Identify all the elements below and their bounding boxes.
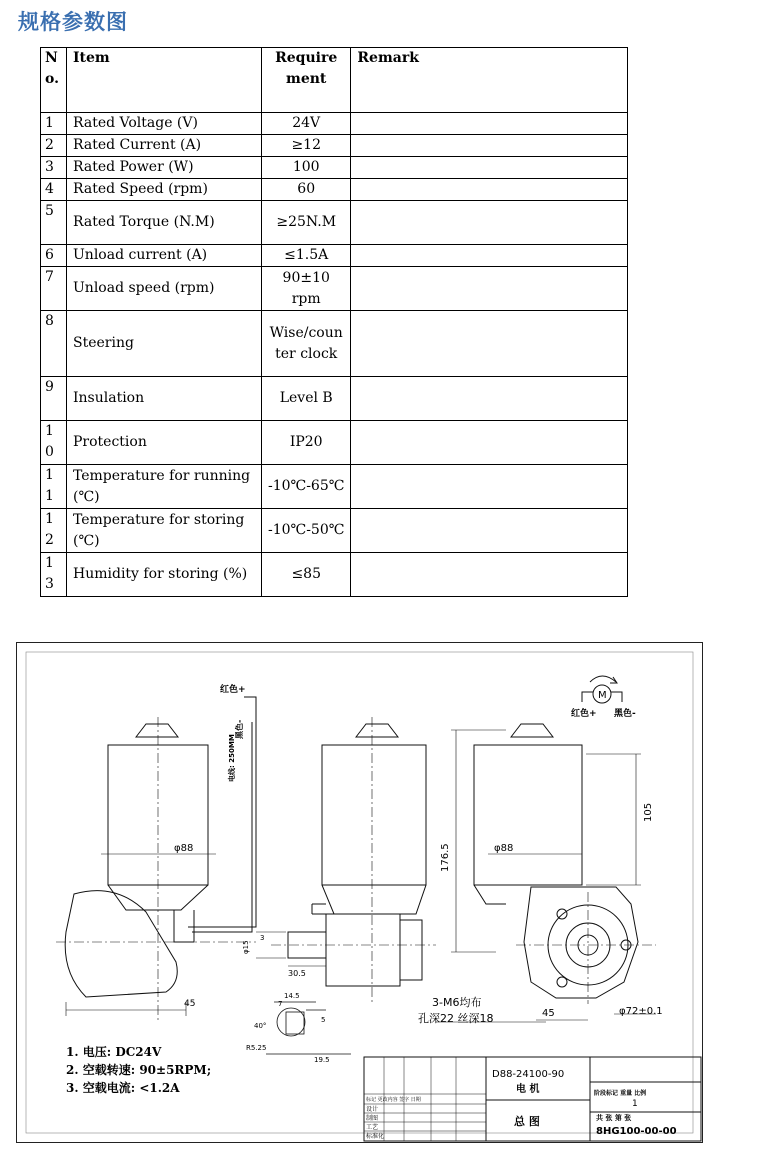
dim-30-5: 30.5 <box>288 969 306 978</box>
table-header-row <box>41 48 628 113</box>
cell-item: Insulation <box>67 377 262 421</box>
cell-remark <box>351 113 628 135</box>
dim-105: 105 <box>643 802 654 822</box>
cell-remark <box>351 267 628 311</box>
title-scale-header: 阶段标记 重量 比例 <box>594 1090 647 1097</box>
title-name: 电 机 <box>516 1084 540 1095</box>
cell-remark <box>351 311 628 377</box>
cell-req: 24V <box>262 113 351 135</box>
cell-item: Rated Torque (N.M) <box>67 201 262 245</box>
title-assembly: 总 图 <box>514 1115 540 1128</box>
cell-no: 9 <box>41 377 67 421</box>
cell-remark <box>351 553 628 597</box>
header-no: No. <box>41 48 67 113</box>
note-1: 1. 电压: DC24V <box>66 1045 162 1059</box>
header-remark: Remark <box>351 48 628 113</box>
table-row <box>41 421 628 465</box>
tb-row-4: 工艺 <box>366 1124 379 1131</box>
table-row <box>41 135 628 157</box>
table-row <box>41 377 628 421</box>
cell-no: 8 <box>41 311 67 377</box>
cell-no: 6 <box>41 245 67 267</box>
polarity-black-label: 黑色- <box>614 709 636 719</box>
motor-symbol-letter: M <box>598 690 607 701</box>
note-3: 3. 空载电流: <1.2A <box>66 1081 180 1095</box>
cell-no: 4 <box>41 179 67 201</box>
table-row <box>41 157 628 179</box>
detail-14-5: 14.5 <box>284 992 300 1000</box>
dim-45-right: 45 <box>542 1008 555 1019</box>
cell-remark <box>351 377 628 421</box>
dim-3: 3 <box>260 934 265 942</box>
cell-req: ≤85 <box>262 553 351 597</box>
detail-7: 7 <box>278 1000 283 1008</box>
holes-label-1: 3-M6均布 <box>432 996 482 1009</box>
dim-d15: φ15 <box>242 940 250 954</box>
wire-length-label: 电线: 250MM <box>228 734 236 782</box>
cell-no: 11 <box>41 465 67 509</box>
cell-remark <box>351 157 628 179</box>
cell-no: 5 <box>41 201 67 245</box>
cell-remark <box>351 465 628 509</box>
dim-d72: φ72±0.1 <box>619 1006 663 1017</box>
table-row <box>41 267 628 311</box>
detail-5: 5 <box>321 1016 326 1024</box>
cell-no: 1 <box>41 113 67 135</box>
cell-remark <box>351 201 628 245</box>
table-row <box>41 465 628 509</box>
polarity-red-label: 红色+ <box>571 709 597 719</box>
table-row <box>41 245 628 267</box>
cell-req: Wise/counter clock <box>262 311 351 377</box>
dim-176-5: 176.5 <box>440 843 451 872</box>
note-2: 2. 空载转速: 90±5RPM; <box>66 1063 212 1077</box>
tb-row-1: 标记 更改内容 签字 日期 <box>366 1097 421 1103</box>
page-title: 规格参数图 <box>18 10 128 34</box>
cell-no: 3 <box>41 157 67 179</box>
cell-item: Unload speed (rpm) <box>67 267 262 311</box>
title-sheets: 共 张 第 张 <box>596 1114 632 1122</box>
detail-r5-25: R5.25 <box>246 1044 267 1052</box>
cell-req: -10℃-50℃ <box>262 509 351 553</box>
cell-no: 7 <box>41 267 67 311</box>
cell-item: Humidity for storing (%) <box>67 553 262 597</box>
dim-45-left: 45 <box>184 999 196 1009</box>
cell-req: ≥12 <box>262 135 351 157</box>
wire-red-label: 红色+ <box>220 685 246 695</box>
cell-req: 60 <box>262 179 351 201</box>
motor-drawing <box>16 642 703 1143</box>
table-row <box>41 311 628 377</box>
cell-req: ≤1.5A <box>262 245 351 267</box>
cell-item: Temperature for running (℃) <box>67 465 262 509</box>
cell-item: Rated Power (W) <box>67 157 262 179</box>
header-item: Item <box>67 48 262 113</box>
cell-req: Level B <box>262 377 351 421</box>
cell-remark <box>351 421 628 465</box>
tb-row-5: 标准化 <box>366 1133 385 1140</box>
tb-row-2: 设计 <box>366 1106 379 1113</box>
cell-item: Rated Current (A) <box>67 135 262 157</box>
tb-row-3: 制图 <box>366 1115 379 1122</box>
table-row <box>41 113 628 135</box>
cell-remark <box>351 245 628 267</box>
table-row <box>41 509 628 553</box>
header-requirement: Requirement <box>262 48 351 113</box>
cell-req: 90±10 rpm <box>262 267 351 311</box>
cell-item: Protection <box>67 421 262 465</box>
cell-no: 12 <box>41 509 67 553</box>
cell-item: Unload current (A) <box>67 245 262 267</box>
cell-item: Temperature for storing (℃) <box>67 509 262 553</box>
cell-no: 10 <box>41 421 67 465</box>
cell-remark <box>351 179 628 201</box>
title-code: D88-24100-90 <box>492 1069 565 1080</box>
spec-table <box>40 47 628 597</box>
cell-item: Steering <box>67 311 262 377</box>
cell-req: 100 <box>262 157 351 179</box>
dim-d88-left: φ88 <box>174 843 194 854</box>
cell-item: Rated Speed (rpm) <box>67 179 262 201</box>
cell-remark <box>351 135 628 157</box>
holes-label-2: 孔深22 丝深18 <box>418 1012 494 1025</box>
detail-40: 40° <box>254 1022 267 1030</box>
title-drawing-no: 8HG100-00-00 <box>596 1126 677 1137</box>
cell-req: -10℃-65℃ <box>262 465 351 509</box>
wire-black-label: 黑色- <box>235 719 244 739</box>
dim-d88-right: φ88 <box>494 843 514 854</box>
cell-req: IP20 <box>262 421 351 465</box>
cell-remark <box>351 509 628 553</box>
table-row <box>41 179 628 201</box>
cell-item: Rated Voltage (V) <box>67 113 262 135</box>
table-row <box>41 201 628 245</box>
cell-no: 2 <box>41 135 67 157</box>
title-qty: 1 <box>632 1099 638 1109</box>
cell-req: ≥25N.M <box>262 201 351 245</box>
detail-19-5: 19.5 <box>314 1056 330 1064</box>
table-row <box>41 553 628 597</box>
cell-no: 13 <box>41 553 67 597</box>
